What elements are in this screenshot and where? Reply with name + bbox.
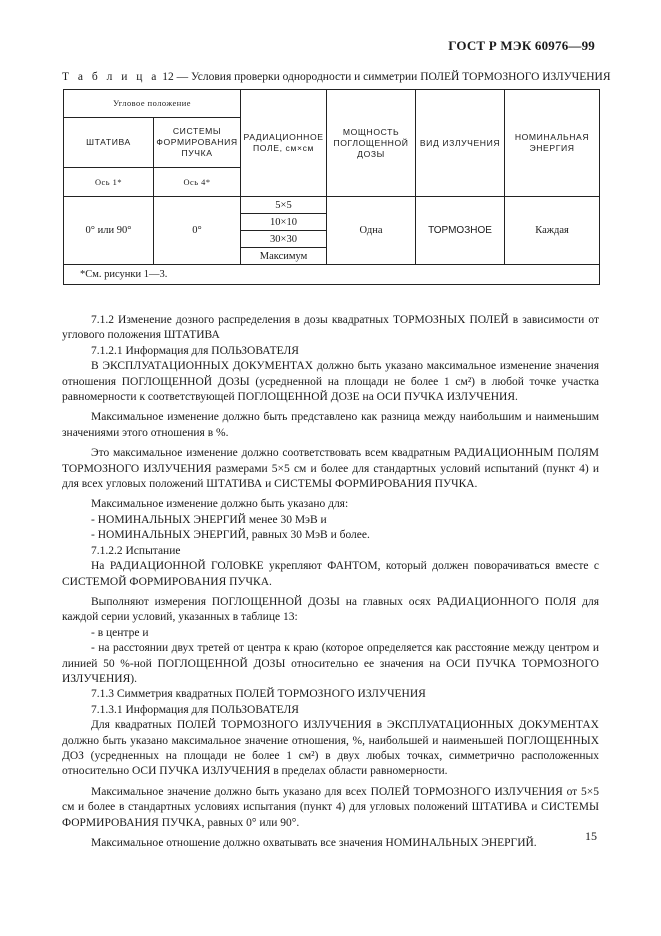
paragraph: Это максимальное изменение должно соответствовать всем квадратным РАДИАЦИОННЫМ ПОЛЯМ ТОРМОЗНОГО ИЗЛУЧЕНИЯ размерами 5×5 см и более для стандартных условий испытаний (пункт 4) и для всех угловых положений ШТАТИВА и СИСТЕМЫ ФОРМИРОВАНИЯ ПУЧКА. (62, 447, 599, 491)
nominal-energy-header: НОМИНАЛЬНАЯ ЭНЕРГИЯ (505, 90, 600, 197)
gantry-header: ШТАТИВА (64, 118, 154, 168)
gantry-angle-value: 0° или 90° (64, 197, 154, 265)
paragraph: На РАДИАЦИОННОЙ ГОЛОВКЕ укрепляют ФАНТОМ, который должен поворачиваться вместе с СИСТЕМОЙ ФОРМИРОВАНИЯ ПУЧКА. (62, 560, 599, 588)
table-caption-text: 12 — Условия проверки однородности и симметрии ПОЛЕЙ ТОРМОЗНОГО ИЗЛУЧЕНИЯ (159, 71, 611, 83)
axis-1-label: Ось 1* (64, 168, 154, 197)
field-size-header: РАДИАЦИОННОЕ ПОЛЕ, см×см (241, 90, 327, 197)
beam-system-angle-value: 0° (154, 197, 241, 265)
paragraph: Максимальное изменение должно быть представлено как разница между наибольшим и наименьшим значениями этого отношения в %. (62, 411, 599, 439)
axis-4-label: Ось 4* (154, 168, 241, 197)
field-size-cell: Максимум (241, 248, 327, 265)
list-item: - на расстоянии двух третей от центра к краю (которое определяется как расстояние между центром и линией 50 %-ной ПОГЛОЩЕННОЙ ДОЗЫ относительно ее значения на ОСИ ПУЧКА ТОРМОЗНОГО ИЗЛУЧЕНИЯ). (62, 642, 599, 685)
list-item: - в центре и (91, 626, 149, 639)
list-item: - НОМИНАЛЬНЫХ ЭНЕРГИЙ менее 30 МэВ и (91, 513, 327, 526)
angular-position-header: Угловое положение (64, 90, 241, 118)
document-header: ГОСТ Р МЭК 60976—99 (448, 38, 595, 53)
subsection-heading: 7.1.2.2 Испытание (91, 544, 181, 557)
table-caption-label: Т а б л и ц а (62, 71, 160, 83)
subsection-heading: 7.1.3.1 Информация для ПОЛЬЗОВАТЕЛЯ (91, 703, 299, 716)
paragraph: Для квадратных ПОЛЕЙ ТОРМОЗНОГО ИЗЛУЧЕНИЯ в ЭКСПЛУАТАЦИОННЫХ ДОКУМЕНТАХ должно быть указано максимальное значение отношения, %, наибольшей и наименьшей ПОГЛОЩЕННЫХ ДОЗ (усредненных на площади не более 1 см²) в двух любых точках, симметрично расположенных относительно ОСИ ПУЧКА ИЗЛУЧЕНИЯ в пределах области равномерности. (62, 719, 599, 778)
field-size-cell: 30×30 (241, 231, 327, 248)
dose-rate-header: МОЩНОСТЬ ПОГЛОЩЕННОЙ ДОЗЫ (327, 90, 416, 197)
field-size-cell: 5×5 (241, 197, 327, 214)
paragraph: В ЭКСПЛУАТАЦИОННЫХ ДОКУМЕНТАХ должно быть указано максимальное изменение значения отношения ПОГЛОЩЕННОЙ ДОЗЫ (усредненной на площади не более 1 см²) в любой точке участка равномерности к соответствующей ПОГЛОЩЕННОЙ ДОЗЕ на ОСИ ПУЧКА ИЗЛУЧЕНИЯ. (62, 360, 599, 404)
paragraph: Максимальное отношение должно охватывать все значения НОМИНАЛЬНЫХ ЭНЕРГИЙ. (91, 837, 537, 849)
nominal-energy-value: Каждая (505, 197, 600, 265)
table-footnote: *См. рисунки 1—3. (64, 265, 600, 285)
paragraph: Максимальное значение должно быть указано для всех ПОЛЕЙ ТОРМОЗНОГО ИЗЛУЧЕНИЯ от 5×5 см и более в стандартных условиях испытания (пункт 4) для угловых положений ШТАТИВА и СИСТЕМЫ ФОРМИРОВАНИЯ ПУЧКА, равных 0° или 90°. (62, 785, 599, 829)
page-number: 15 (585, 829, 597, 843)
dose-rate-value: Одна (327, 197, 416, 265)
field-size-cell: 10×10 (241, 214, 327, 231)
section-heading: 7.1.3 Симметрия квадратных ПОЛЕЙ ТОРМОЗНОГО ИЗЛУЧЕНИЯ (91, 688, 426, 701)
list-item: - НОМИНАЛЬНЫХ ЭНЕРГИЙ, равных 30 МэВ и более. (91, 529, 370, 542)
table-caption (62, 71, 611, 83)
conditions-table (63, 89, 600, 285)
radiation-type-header: ВИД ИЗЛУЧЕНИЯ (416, 90, 505, 197)
subsection-heading: 7.1.2.1 Информация для ПОЛЬЗОВАТЕЛЯ (91, 344, 299, 357)
paragraph: Максимальное изменение должно быть указано для: (91, 498, 349, 511)
paragraph: Выполняют измерения ПОГЛОЩЕННОЙ ДОЗЫ на главных осях РАДИАЦИОННОГО ПОЛЯ для каждой серии условий, указанных в таблице 13: (62, 595, 599, 624)
beam-system-header: СИСТЕМЫ ФОРМИРОВАНИЯ ПУЧКА (154, 118, 241, 168)
body-text (62, 313, 599, 851)
section-heading: 7.1.2 Изменение дозного распределения в дозы квадратных ТОРМОЗНЫХ ПОЛЕЙ в зависимости от углового положения ШТАТИВА (62, 314, 599, 342)
radiation-type-value: ТОРМОЗНОЕ (416, 197, 505, 265)
